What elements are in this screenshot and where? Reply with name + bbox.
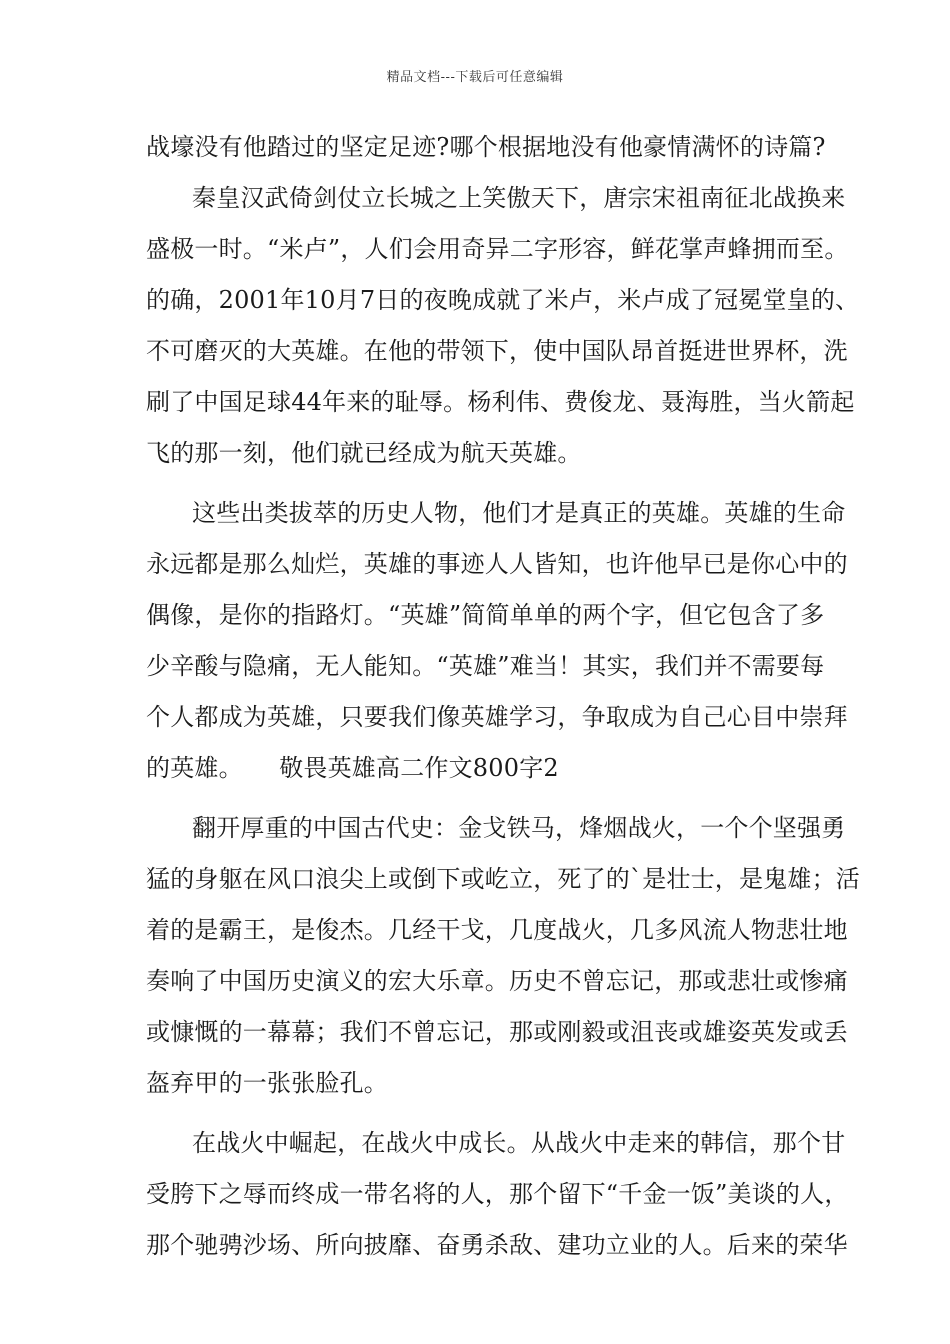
- text-line: 飞的那一刻，他们就已经成为航天英雄。: [146, 439, 582, 467]
- paragraph-start-line: 在战火中崛起，在战火中成长。从战火中走来的韩信，那个甘: [192, 1129, 846, 1157]
- text-line: 的确，2001年10月7日的夜晚成就了米卢，米卢成了冠冕堂皇的、: [146, 286, 860, 314]
- paragraph-start-line: 翻开厚重的中国古代史：金戈铁马，烽烟战火，一个个坚强勇: [192, 814, 846, 842]
- document-body: [146, 129, 860, 1278]
- text-line: 不可磨灭的大英雄。在他的带领下，使中国队昂首挺进世界杯，洗: [146, 337, 848, 365]
- text-line: 盛极一时。“米卢”，人们会用奇异二字形容，鲜花掌声蜂拥而至。: [146, 235, 849, 263]
- text-line-with-title: 的英雄。 敬畏英雄高二作文800字2: [146, 754, 559, 782]
- text-line: 或慷慨的一幕幕；我们不曾忘记，那或刚毅或沮丧或雄姿英发或丢: [146, 1018, 848, 1046]
- text-line: 少辛酸与隐痛，无人能知。“英雄”难当！其实，我们并不需要每: [146, 652, 825, 680]
- text-line: 那个驰骋沙场、所向披靡、奋勇杀敌、建功立业的人。后来的荣华: [146, 1231, 848, 1259]
- paragraph-start-line: 这些出类拔萃的历史人物，他们才是真正的英雄。英雄的生命: [192, 499, 846, 527]
- paragraph-start-line: 秦皇汉武倚剑仗立长城之上笑傲天下，唐宗宋祖南征北战换来: [192, 184, 846, 212]
- text-line: 刷了中国足球44年来的耻辱。杨利伟、费俊龙、聂海胜，当火箭起: [146, 388, 855, 416]
- text-line: 偶像，是你的指路灯。“英雄”简简单单的两个字，但它包含了多: [146, 601, 825, 629]
- text-line: 个人都成为英雄，只要我们像英雄学习，争取成为自己心目中崇拜: [146, 703, 848, 731]
- text-line: 盔弃甲的一张张脸孔。: [146, 1069, 388, 1097]
- text-line: 战壕没有他踏过的坚定足迹?哪个根据地没有他豪情满怀的诗篇?: [146, 133, 826, 161]
- text-line: 永远都是那么灿烂，英雄的事迹人人皆知，也许他早已是你心中的: [146, 550, 848, 578]
- text-line: 猛的身躯在风口浪尖上或倒下或屹立，死了的`是壮士，是鬼雄；活: [146, 865, 860, 893]
- text-line: 着的是霸王，是俊杰。几经干戈，几度战火，几多风流人物悲壮地: [146, 916, 848, 944]
- page-header: 精品文档---下载后可任意编辑: [386, 70, 564, 85]
- text-line: 受胯下之辱而终成一带名将的人，那个留下“千金一饭”美谈的人，: [146, 1180, 849, 1208]
- text-line: 奏响了中国历史演义的宏大乐章。历史不曾忘记，那或悲壮或惨痛: [146, 967, 848, 995]
